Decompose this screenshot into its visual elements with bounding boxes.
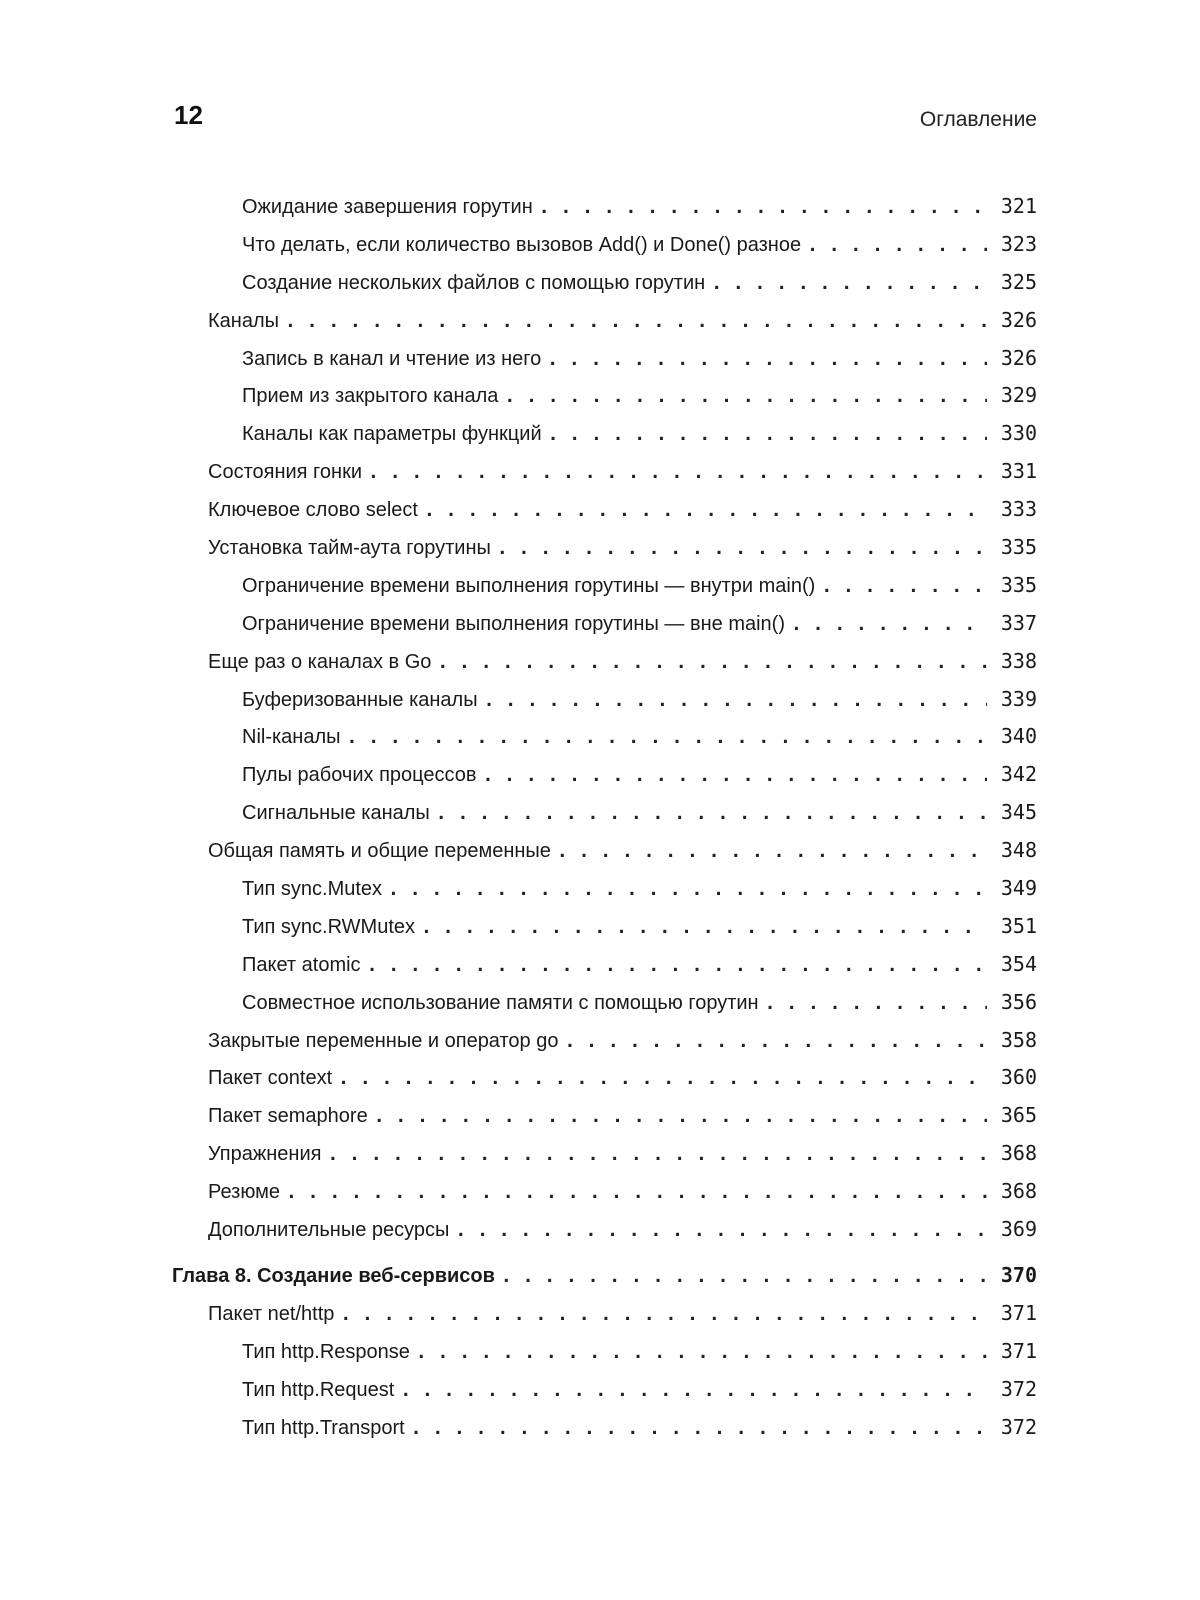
toc-entry[interactable] <box>172 718 1037 756</box>
toc-entry-title: Тип http.Request <box>242 1378 395 1401</box>
dot-leader <box>547 341 987 379</box>
toc-entry[interactable] <box>172 340 1037 378</box>
dot-leader <box>437 644 987 682</box>
toc-entry-title: Состояния гонки <box>208 461 363 484</box>
toc-entry-page: 342 <box>1000 762 1037 787</box>
toc-entry-title: Пакет atomic <box>242 953 361 976</box>
toc-entry[interactable] <box>172 605 1037 643</box>
toc-entry-title: Упражнения <box>208 1143 322 1166</box>
toc-entry[interactable] <box>172 529 1037 567</box>
toc-entry[interactable] <box>172 302 1037 340</box>
toc-entry-title: Резюме <box>208 1181 280 1204</box>
dot-leader <box>807 227 987 265</box>
toc-entry-title: Пулы рабочих процессов <box>242 764 477 787</box>
dot-leader <box>347 719 987 757</box>
toc-entry[interactable] <box>172 1059 1037 1097</box>
toc-entry-page: 371 <box>1000 1338 1037 1363</box>
toc-entry-title: Каналы <box>208 309 279 332</box>
toc-entry-page: 356 <box>1000 989 1037 1014</box>
dot-leader <box>711 265 987 303</box>
toc-entry[interactable] <box>172 415 1037 453</box>
toc-entry-page: 349 <box>1000 876 1037 901</box>
toc-entry-title: Тип sync.Mutex <box>242 878 383 901</box>
toc-entry-title: Дополнительные ресурсы <box>208 1219 450 1242</box>
dot-leader <box>821 568 987 606</box>
toc-entry-page: 333 <box>1000 497 1037 522</box>
toc-entry-page: 348 <box>1000 838 1037 863</box>
toc-entry[interactable] <box>172 1135 1037 1173</box>
toc-chapter-entry[interactable] <box>172 1257 1037 1295</box>
toc-entry[interactable] <box>172 908 1037 946</box>
toc-entry-title: Пакет semaphore <box>208 1105 368 1128</box>
toc-entry-page: 354 <box>1000 951 1037 976</box>
toc-entry[interactable] <box>172 794 1037 832</box>
dot-leader <box>388 871 987 909</box>
dot-leader <box>539 189 987 227</box>
toc-entry-page: 326 <box>1000 307 1037 332</box>
toc-entry-title: Закрытые переменные и оператор go <box>208 1029 559 1052</box>
dot-leader <box>564 1023 987 1061</box>
toc-entry[interactable] <box>172 946 1037 984</box>
toc-entry[interactable] <box>172 377 1037 415</box>
toc-entry[interactable] <box>172 1173 1037 1211</box>
toc-entry-page: 330 <box>1000 421 1037 446</box>
dot-leader <box>504 378 987 416</box>
toc-entry-title: Nil-каналы <box>242 726 341 749</box>
toc-entry-title: Что делать, если количество вызовов Add() и Done() разное <box>242 233 802 256</box>
toc-entry-page: 326 <box>1000 345 1037 370</box>
toc-entry-title: Буферизованные каналы <box>242 688 478 711</box>
toc-entry[interactable] <box>172 1097 1037 1135</box>
toc-entry-title: Ограничение времени выполнения горутины — внутри main() <box>242 574 816 597</box>
toc-entry-title: Прием из закрытого канала <box>242 385 499 408</box>
toc-entry[interactable] <box>172 226 1037 264</box>
toc-entry-page: 368 <box>1000 1141 1037 1166</box>
toc-entry-title: Запись в канал и чтение из него <box>242 347 542 370</box>
toc-entry-page: 325 <box>1000 269 1037 294</box>
table-of-contents <box>172 188 1037 1446</box>
toc-entry[interactable] <box>172 567 1037 605</box>
toc-entry-title: Пакет context <box>208 1067 333 1090</box>
page-number: 12 <box>174 100 203 130</box>
dot-leader <box>338 1060 987 1098</box>
toc-entry-page: 372 <box>1000 1414 1037 1439</box>
toc-entry-page: 358 <box>1000 1027 1037 1052</box>
toc-entry-page: 323 <box>1000 231 1037 256</box>
toc-entry-page: 337 <box>1000 610 1037 635</box>
toc-entry[interactable] <box>172 832 1037 870</box>
toc-entry[interactable] <box>172 1333 1037 1371</box>
toc-entry[interactable] <box>172 264 1037 302</box>
dot-leader <box>411 1410 987 1448</box>
toc-entry-title: Тип http.Response <box>242 1340 410 1363</box>
dot-leader <box>455 1212 987 1250</box>
dot-leader <box>368 454 987 492</box>
toc-entry-title: Создание нескольких файлов с помощью горутин <box>242 271 706 294</box>
dot-leader <box>497 530 987 568</box>
toc-entry[interactable] <box>172 984 1037 1022</box>
toc-entry-page: 321 <box>1000 194 1037 218</box>
toc-entry-title: Тип http.Transport <box>242 1416 405 1439</box>
toc-entry-title: Ключевое слово select <box>208 499 418 522</box>
toc-entry-page: 351 <box>1000 913 1037 938</box>
toc-entry-page: 339 <box>1000 686 1037 711</box>
dot-leader <box>482 757 987 795</box>
toc-entry[interactable] <box>172 1295 1037 1333</box>
dot-leader <box>765 985 987 1023</box>
toc-entry-page: 338 <box>1000 648 1037 673</box>
dot-leader <box>374 1098 987 1136</box>
dot-leader <box>285 303 987 341</box>
toc-entry-title: Еще раз о каналах в Go <box>208 650 432 673</box>
toc-entry-title: Установка тайм-аута горутины <box>208 537 491 560</box>
dot-leader <box>286 1174 987 1212</box>
toc-entry-title: Глава 8. Создание веб-сервисов <box>172 1264 495 1287</box>
toc-entry-title: Общая память и общие переменные <box>208 840 551 863</box>
toc-entry-page: 371 <box>1000 1300 1037 1325</box>
toc-entry-page: 335 <box>1000 535 1037 560</box>
toc-entry-page: 368 <box>1000 1179 1037 1204</box>
toc-entry[interactable] <box>172 870 1037 908</box>
dot-leader <box>501 1258 987 1296</box>
dot-leader <box>416 1334 987 1372</box>
toc-entry-page: 335 <box>1000 572 1037 597</box>
toc-entry-page: 360 <box>1000 1065 1037 1090</box>
toc-entry-page: 331 <box>1000 459 1037 484</box>
dot-leader <box>400 1372 987 1410</box>
toc-entry-title: Тип sync.RWMutex <box>242 915 415 938</box>
dot-leader <box>791 606 987 644</box>
toc-entry[interactable] <box>172 188 1037 226</box>
toc-entry[interactable] <box>172 756 1037 794</box>
toc-entry-title: Пакет net/http <box>208 1302 335 1325</box>
toc-entry[interactable] <box>172 1409 1037 1447</box>
toc-entry-page: 365 <box>1000 1103 1037 1128</box>
toc-entry[interactable] <box>172 491 1037 529</box>
toc-entry[interactable] <box>172 643 1037 681</box>
dot-leader <box>436 795 987 833</box>
toc-entry[interactable] <box>172 1022 1037 1060</box>
dot-leader <box>421 909 987 947</box>
toc-entry-title: Ожидание завершения горутин <box>242 196 533 218</box>
toc-entry[interactable] <box>172 681 1037 719</box>
dot-leader <box>424 492 987 530</box>
toc-entry[interactable] <box>172 453 1037 491</box>
dot-leader <box>327 1136 987 1174</box>
toc-entry-page: 345 <box>1000 800 1037 825</box>
dot-leader <box>548 416 987 454</box>
toc-entry-title: Сигнальные каналы <box>242 802 430 825</box>
dot-leader <box>557 833 987 871</box>
dot-leader <box>340 1296 987 1334</box>
toc-entry-page: 370 <box>1000 1262 1037 1287</box>
toc-entry-page: 340 <box>1000 724 1037 749</box>
toc-entry-title: Ограничение времени выполнения горутины — вне main() <box>242 612 785 635</box>
toc-entry-page: 329 <box>1000 383 1037 408</box>
toc-entry-page: 372 <box>1000 1376 1037 1401</box>
dot-leader <box>484 682 987 720</box>
toc-entry[interactable] <box>172 1211 1037 1249</box>
toc-entry-title: Каналы как параметры функций <box>242 423 542 446</box>
running-head: Оглавление <box>919 108 1037 131</box>
toc-entry[interactable] <box>172 1371 1037 1409</box>
dot-leader <box>367 947 987 985</box>
toc-entry-title: Совместное использование памяти с помощью горутин <box>242 991 759 1014</box>
toc-entry-page: 369 <box>1000 1217 1037 1242</box>
